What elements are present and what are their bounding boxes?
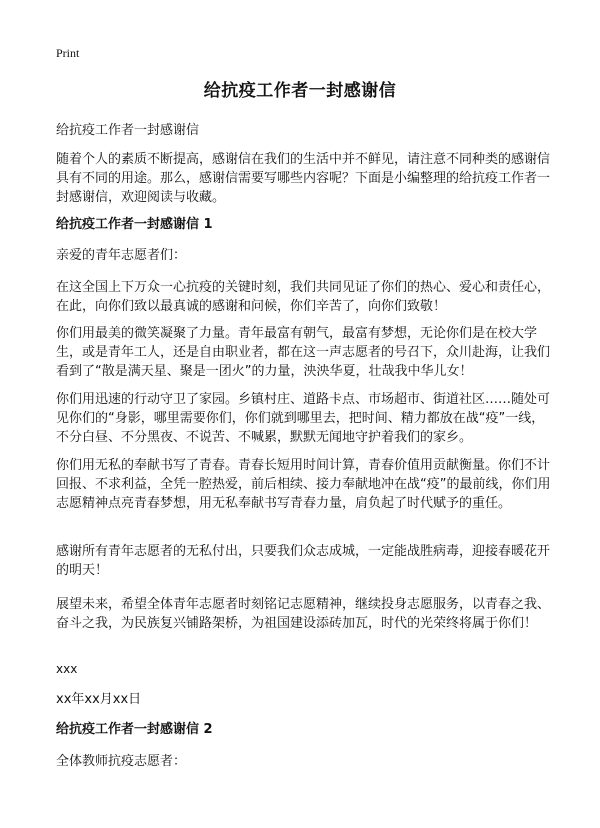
letter1-paragraph-6: 展望未来，希望全体青年志愿者时刻铭记志愿精神，继续投身志愿服务，以青春之我、奋斗之我，为民族复兴铺路架桥，为祖国建设添砖加瓦，时代的光荣终将属于你们！ <box>56 597 551 631</box>
letter1-signature: xxx <box>56 662 78 676</box>
letter2-salutation: 全体教师抗疫志愿者： <box>56 754 187 769</box>
document-subtitle: 给抗疫工作者一封感谢信 <box>56 123 200 138</box>
print-link[interactable]: Print <box>56 46 80 60</box>
letter1-paragraph-4: 你们用无私的奉献书写了青春。青春长短用时间计算，青春价值用贡献衡量。你们不计回报、不求利益，全凭一腔热爱，前后相续、接力奉献地冲在战“疫”的最前线，你们用志愿精神点亮青春梦想，用无私奉献书写青春力量，肩负起了时代赋予的重任。 <box>56 458 551 511</box>
document-title: 给抗疫工作者一封感谢信 <box>203 81 397 101</box>
letter1-date: xx年xx月xx日 <box>56 692 142 707</box>
letter1-heading: 给抗疫工作者一封感谢信 1 <box>56 217 213 232</box>
intro-paragraph: 随着个人的素质不断提高，感谢信在我们的生活中并不鲜见，请注意不同种类的感谢信具有不同的用途。那么，感谢信需要写哪些内容呢？下面是小编整理的给抗疫工作者一封感谢信，欢迎阅读与收藏。 <box>56 152 551 205</box>
letter1-paragraph-1: 在这全国上下万众一心抗疫的关键时刻，我们共同见证了你们的热心、爱心和责任心，在此，向你们致以最真诚的感谢和问候，你们辛苦了，向你们致敬！ <box>56 280 551 314</box>
letter1-paragraph-3: 你们用迅速的行动守卫了家园。乡镇村庄、道路卡点、市场超市、街道社区……随处可见你们的“身影，哪里需要你们，你们就到哪里去，把时间、精力都放在战“疫”一线，不分白昼、不分黑夜、不说苦、不喊累，默默无闻地守护着我们的家乡。 <box>56 392 551 445</box>
letter1-salutation: 亲爱的青年志愿者们： <box>56 248 187 263</box>
letter1-paragraph-5: 感谢所有青年志愿者的无私付出，只要我们众志成城，一定能战胜病毒，迎接春暖花开的明天！ <box>56 544 551 578</box>
letter2-heading: 给抗疫工作者一封感谢信 2 <box>56 722 213 737</box>
letter1-paragraph-2: 你们用最美的微笑凝聚了力量。青年最富有朝气，最富有梦想，无论你们是在校大学生，或是青年工人，还是自由职业者，都在这一声志愿者的号召下，众川赴海，让我们看到了“散是满天星、聚是一团火”的力量，泱泱华夏，壮哉我中华儿女！ <box>56 326 551 379</box>
